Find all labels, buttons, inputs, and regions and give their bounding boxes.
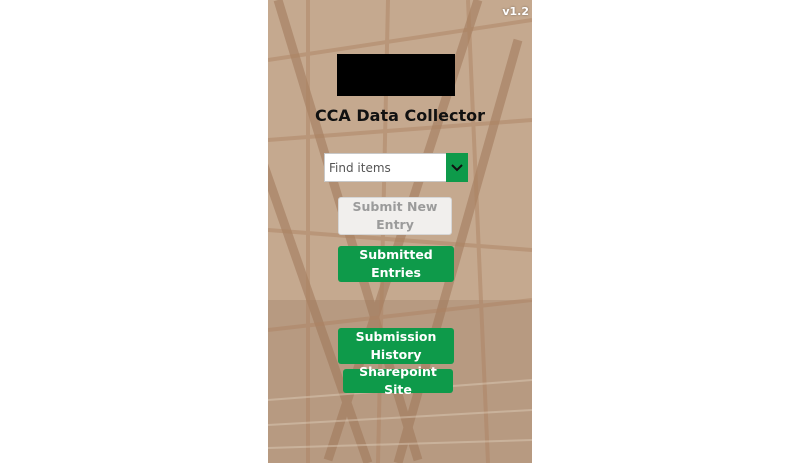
version-label: v1.2	[502, 5, 529, 18]
dropdown-button[interactable]	[446, 153, 468, 182]
page-title: CCA Data Collector	[314, 106, 486, 125]
search-input[interactable]	[325, 154, 447, 181]
submission-history-button[interactable]: Submission History	[338, 328, 454, 364]
search-combobox[interactable]	[324, 153, 468, 182]
app-screen	[268, 0, 532, 463]
chevron-down-icon	[451, 164, 463, 172]
logo	[337, 54, 455, 96]
sharepoint-site-button[interactable]: Sharepoint Site	[343, 369, 453, 393]
submitted-entries-button[interactable]: Submitted Entries	[338, 246, 454, 282]
submit-new-entry-button[interactable]: Submit New Entry	[338, 197, 452, 235]
